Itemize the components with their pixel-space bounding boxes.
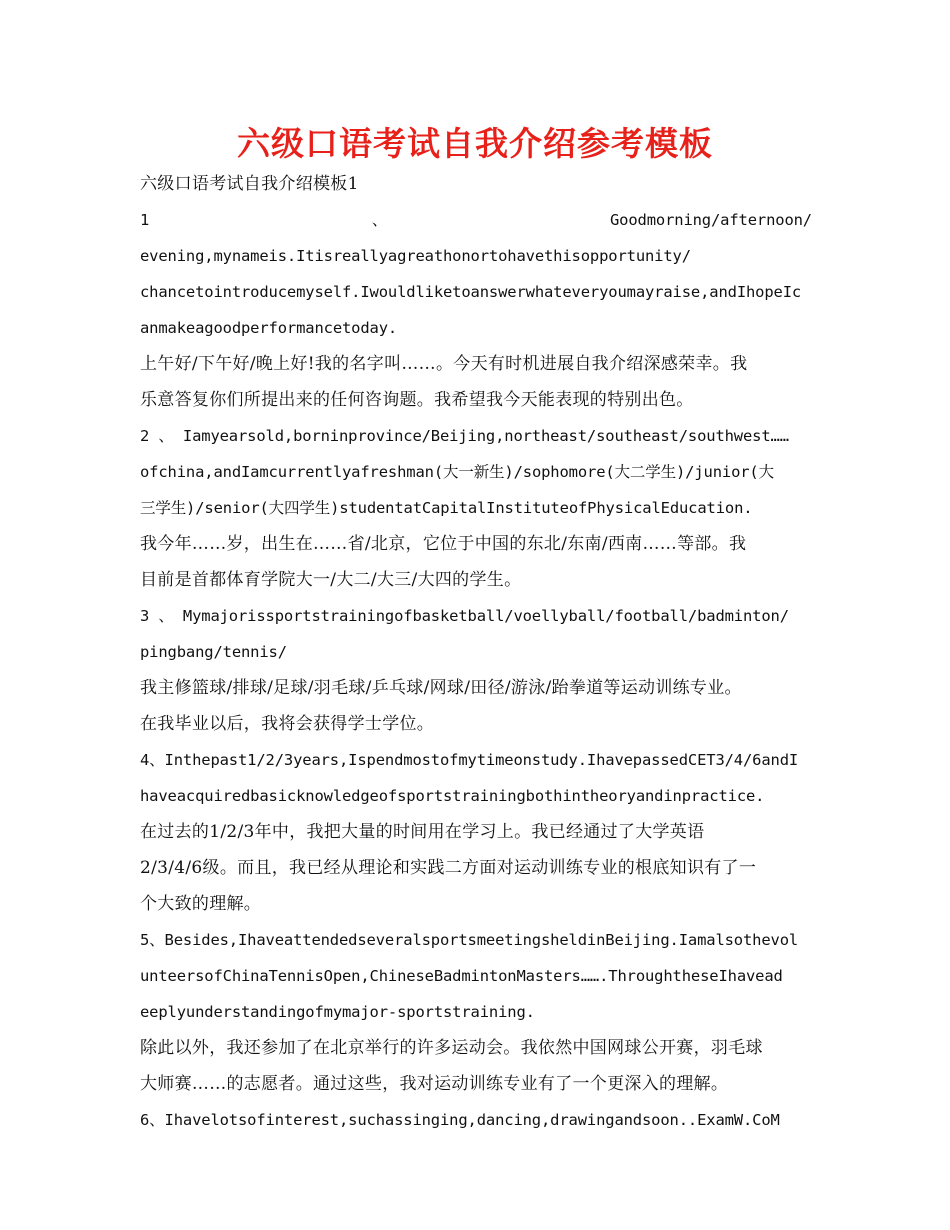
paragraph-line: 目前是首都体育学院大一/大二/大三/大四的学生。 [140,570,522,590]
item-separator: 、 [371,211,388,229]
item-greeting: Goodmorning/afternoon/ [609,211,812,229]
paragraph-line: 个大致的理解。 [140,894,262,914]
paragraph-line: 大师赛……的志愿者。通过这些，我对运动训练专业有了一个更深入的理解。 [140,1074,729,1094]
paragraph-line: haveacquiredbasicknowledgeofsportstrainingbothintheoryandinpractice. [140,787,765,805]
paragraph-line: 在我毕业以后，我将会获得学士学位。 [140,714,435,734]
paragraph-line: evening,mynameis.Itisreallyagreathonortohavethisopportunity/ [140,247,691,265]
paragraph-line: anmakeagoodperformancetoday. [140,319,398,337]
paragraph-line: 3 、 Mymajorissportstrainingofbasketball/voellyball/football/badminton/ [140,607,789,625]
paragraph-line: 三学生)/senior(大四学生)studentatCapitalInstituteofPhysicalEducation. [140,499,753,517]
paragraph-line: eeplyunderstandingofmymajor-sportstraining. [140,1003,535,1021]
paragraph-line: 除此以外，我还参加了在北京举行的许多运动会。我依然中国网球公开赛，羽毛球 [140,1038,763,1058]
paragraph-line: unteersofChinaTennisOpen,ChineseBadmintonMasters…….ThroughtheseIhavead [140,967,783,985]
paragraph-line: pingbang/tennis/ [140,643,287,661]
paragraph-line: 4、Inthepast1/2/3years,Ispendmostofmytimeonstudy.IhavepassedCET3/4/6andI [140,751,799,769]
paragraph-line: 我今年……岁，出生在……省/北京，它位于中国的东北/东南/西南……等部。我 [140,534,747,554]
subtitle: 六级口语考试自我介绍模板1 [140,174,359,194]
paragraph-line-item1-header [140,202,812,238]
paragraph-line: 上午好/下午好/晚上好!我的名字叫……。今天有时机进展自我介绍深感荣幸。我 [140,354,748,374]
document-title: 六级口语考试自我介绍参考模板 [237,124,713,163]
paragraph-line: 6、Ihavelotsofinterest,suchassinging,dancing,drawingandsoon..ExamW.CoM [140,1111,780,1129]
paragraph-line: 5、Besides,IhaveattendedseveralsportsmeetingsheldinBeijing.Iamalsothevol [140,931,799,949]
paragraph-line: 在过去的1/2/3年中，我把大量的时间用在学习上。我已经通过了大学英语 [140,822,705,842]
document-body [140,166,812,1138]
paragraph-line: 乐意答复你们所提出来的任何咨询题。我希望我今天能表现的特别出色。 [140,390,694,410]
paragraph-line: ofchina,andIamcurrentlyafreshman(大一新生)/sophomore(大二学生)/junior(大 [140,463,774,481]
paragraph-line: chancetointroducemyself.Iwouldliketoanswerwhateveryoumayraise,andIhopeIc [140,283,802,301]
paragraph-line: 2 、 Iamyearsold,borninprovince/Beijing,northeast/southeast/southwest…… [140,427,789,445]
item-number: 1 [140,211,150,229]
paragraph-line: 2/3/4/6级。而且，我已经从理论和实践二方面对运动训练专业的根底知识有了一 [140,858,757,878]
paragraph-line: 我主修篮球/排球/足球/羽毛球/乒乓球/网球/田径/游泳/跆拳道等运动训练专业。 [140,678,742,698]
